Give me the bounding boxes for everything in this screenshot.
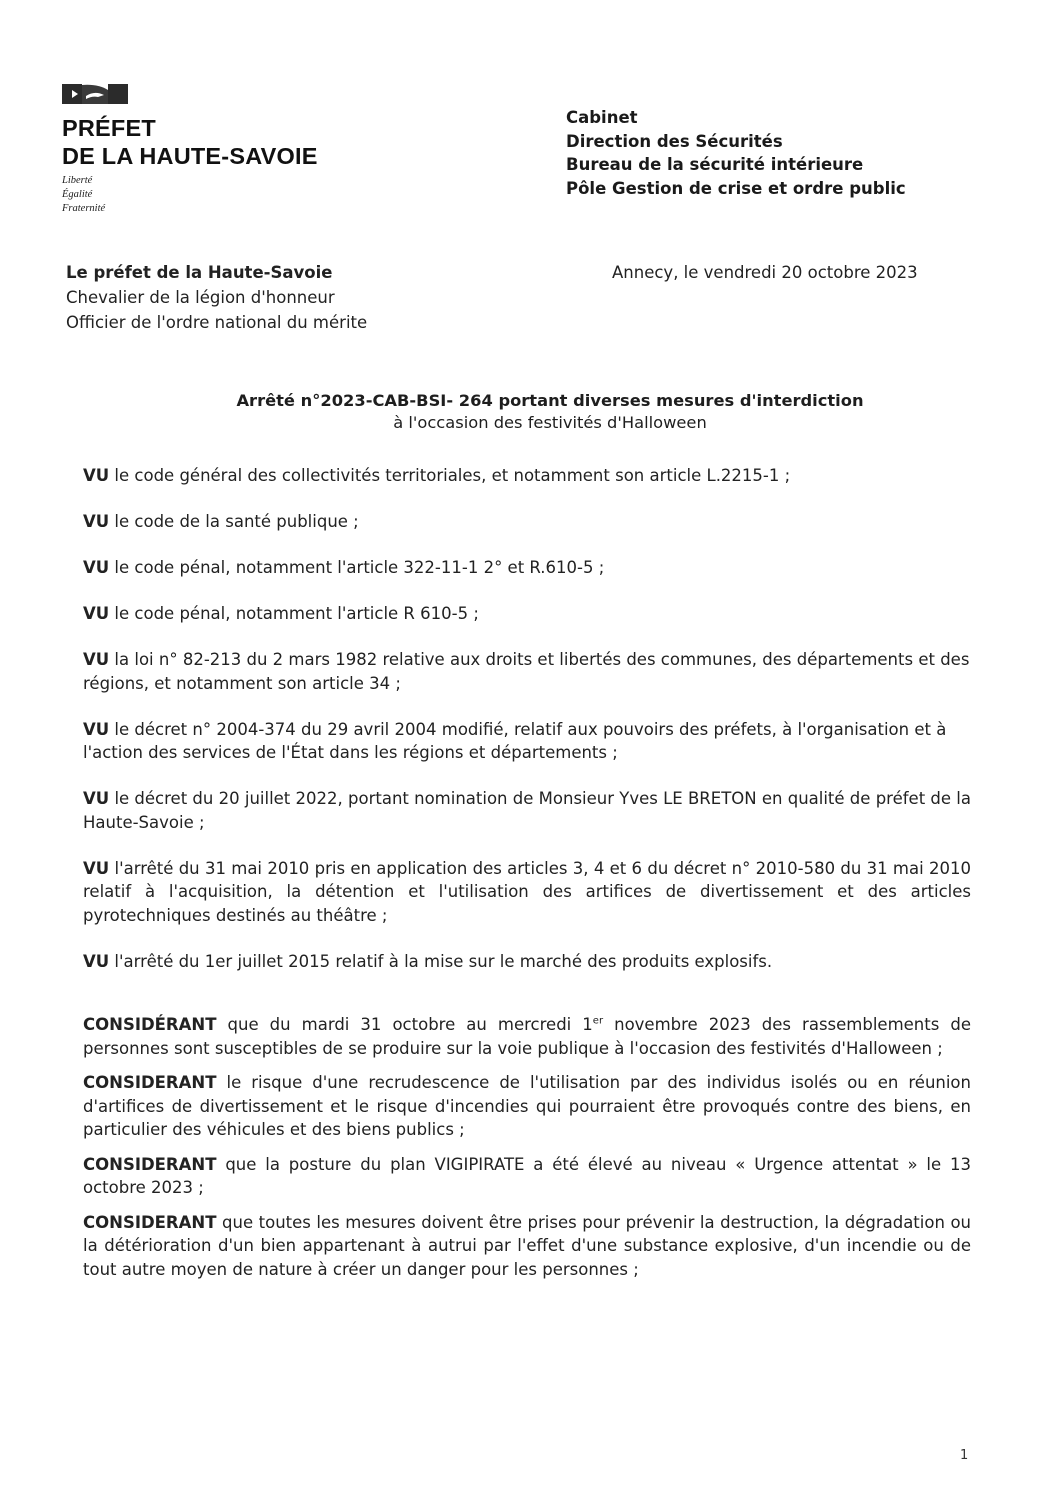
consideration-paragraph xyxy=(83,1013,971,1060)
visa-keyword: VU xyxy=(83,512,110,531)
consideration-keyword: CONSIDÉRANT xyxy=(83,1015,217,1034)
visa-text: le code de la santé publique ; xyxy=(114,512,359,531)
visa-keyword: VU xyxy=(83,719,110,739)
consideration-paragraph xyxy=(83,1211,971,1282)
consideration-text: que toutes les mesures doivent être prises pour prévenir la destruction, la dégradation ou la détérioration d'un bien appartenant à autrui par l'effet d'une substance explosive, d'un incendie ou de tout autre moyen de nature à créer un danger pour les personnes ; xyxy=(83,1212,971,1279)
visa-text: le décret du 20 juillet 2022, portant nomination de Monsieur Yves LE BRETON en qualité de préfet de la Haute-Savoie ; xyxy=(83,789,971,832)
motto-egalite: Égalité xyxy=(62,189,93,200)
visa-paragraph xyxy=(83,556,971,580)
visa-paragraph xyxy=(83,787,971,834)
visa-keyword: VU xyxy=(83,951,110,971)
consideration-text: le risque d'une recrudescence de l'utilisation par des individus isolés ou en réunion d'artifices de divertissement et le risque d'incendies qui pourraient être provoqués contre des biens, en particulier des véhicules et des biens publics ; xyxy=(83,1073,971,1139)
service-line: Cabinet xyxy=(566,108,638,127)
visa-paragraph xyxy=(83,718,971,765)
decree-title-line-2: à l'occasion des festivités d'Halloween xyxy=(393,413,707,432)
issuing-service xyxy=(566,106,906,200)
visa-paragraph xyxy=(83,510,971,534)
signatory-block xyxy=(66,260,367,335)
visa-keyword: VU xyxy=(83,604,110,623)
service-line: Bureau de la sécurité intérieure xyxy=(566,155,864,174)
visa-text: la loi n° 82-213 du 2 mars 1982 relative aux droits et libertés des communes, des départements et des régions, et notamment son article 34 ; xyxy=(83,650,970,693)
visa-keyword: VU xyxy=(83,650,110,669)
visa-keyword: VU xyxy=(83,558,110,577)
motto-fraternite: Fraternité xyxy=(62,203,106,214)
consideration-paragraph xyxy=(83,1071,971,1142)
consideration-keyword: CONSIDERANT xyxy=(83,1212,217,1232)
signatory-title-1: Chevalier de la légion d'honneur xyxy=(66,288,335,307)
visa-paragraph xyxy=(83,648,971,695)
republic-motto xyxy=(62,174,105,216)
visa-paragraph xyxy=(83,464,971,488)
visa-text: le code pénal, notamment l'article R 610-5 ; xyxy=(114,604,479,623)
decree-body xyxy=(83,464,971,1281)
visa-keyword: VU xyxy=(83,789,110,808)
consideration-text: que la posture du plan VIGIPIRATE a été élevé au niveau « Urgence attentat » le 13 octobre 2023 ; xyxy=(83,1154,971,1197)
prefect-line-2: DE LA HAUTE-SAVOIE xyxy=(62,143,318,169)
marianne-logo-icon xyxy=(62,82,128,106)
visa-text: le décret n° 2004-374 du 29 avril 2004 modifié, relatif aux pouvoirs des préfets, à l'organisation et à l'action des services de l'État dans les régions et départements ; xyxy=(83,719,947,762)
ordinal-suffix: er xyxy=(592,1015,604,1027)
place-and-date: Annecy, le vendredi 20 octobre 2023 xyxy=(612,263,918,282)
visa-paragraph xyxy=(83,950,971,974)
consideration-keyword: CONSIDERANT xyxy=(83,1073,217,1092)
consideration-paragraph xyxy=(83,1153,971,1200)
service-line: Pôle Gestion de crise et ordre public xyxy=(566,178,906,198)
visa-text: le code général des collectivités territoriales, et notamment son article L.2215-1 ; xyxy=(114,466,791,485)
visa-paragraph xyxy=(83,857,971,928)
consideration-keyword: CONSIDERANT xyxy=(83,1154,217,1174)
prefecture-logo-title xyxy=(62,114,318,170)
visa-keyword: VU xyxy=(83,466,110,485)
consideration-text: novembre 2023 des rassemblements de personnes sont susceptibles de se produire sur la voie publique à l'occasion des festivités d'Halloween ; xyxy=(83,1015,971,1058)
visa-text: l'arrêté du 1er juillet 2015 relatif à la mise sur le marché des produits explosifs. xyxy=(114,951,773,971)
visa-text: le code pénal, notamment l'article 322-11-1 2° et R.610-5 ; xyxy=(114,558,605,577)
visa-keyword: VU xyxy=(83,858,110,878)
motto-liberte: Liberté xyxy=(62,175,93,186)
signatory-title-2: Officier de l'ordre national du mérite xyxy=(66,313,368,332)
service-line: Direction des Sécurités xyxy=(566,131,783,151)
decree-title-line-1: Arrêté n°2023-CAB-BSI- 264 portant diverses mesures d'interdiction xyxy=(236,391,864,410)
prefect-line-1: PRÉFET xyxy=(62,115,156,141)
consideration-text: que du mardi 31 octobre au mercredi 1 xyxy=(227,1015,593,1034)
signatory-name: Le préfet de la Haute-Savoie xyxy=(66,263,333,282)
visa-paragraph xyxy=(83,602,971,626)
page-number: 1 xyxy=(960,1448,969,1463)
decree-title xyxy=(180,390,920,434)
visa-text: l'arrêté du 31 mai 2010 pris en application des articles 3, 4 et 6 du décret n° 2010-580 du 31 mai 2010 relatif à l'acquisition, la détention et l'utilisation des artifices de divertissement et des articles pyrotechniques destinés au théâtre ; xyxy=(83,858,971,925)
